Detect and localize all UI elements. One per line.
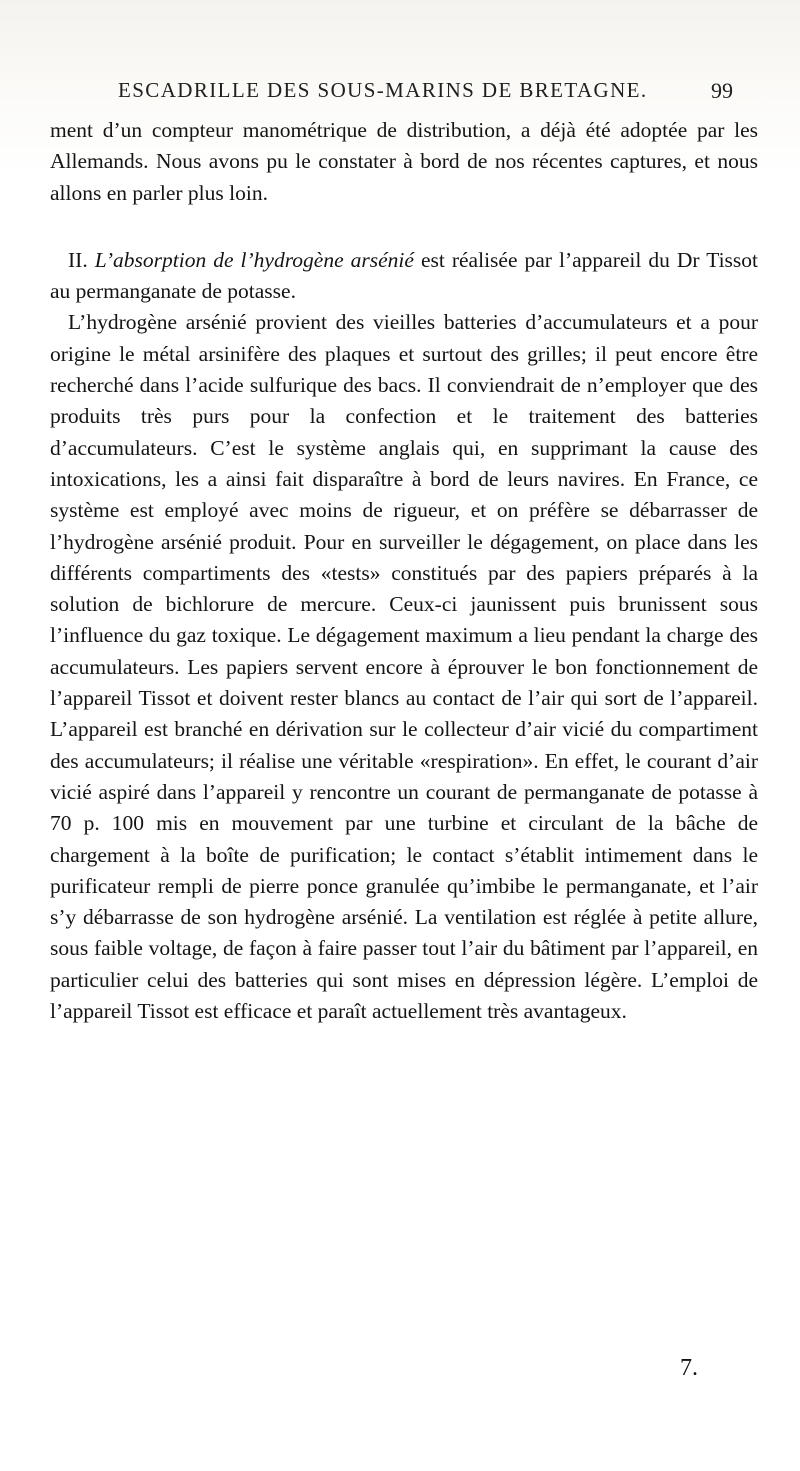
main-paragraph: L’hydrogène arsénié provient des vieilles batteries d’accumulateurs et a pour origine le métal arsinifère des plaques et surtout des grilles; il peut encore être recherché dans l’acide sulfurique des bacs. Il conviendrait de n’employer que des produits très purs pour la confection et le traitement des batteries d’accumulateurs. C’est le système anglais qui, en supprimant la cause des intoxications, les a ainsi fait disparaître à bord de leurs navires. En France, ce système est employé avec moins de rigueur, et on préfère se débarrasser de l’hydrogène arsénié produit. Pour en surveiller le dégagement, on place dans les différents compartiments des «tests» constitués par des papiers préparés à la solution de bichlorure de mercure. Ceux-ci jaunissent puis brunissent sous l’influence du gaz toxique. Le dégagement maximum a lieu pendant la charge des accumulateurs. Les papiers servent encore à éprouver le bon fonctionnement de l’appareil Tissot et doivent rester blancs au contact de l’air qui sort de l’appareil. L’appareil est branché en dérivation sur le collecteur d’air vicié du compartiment des accumulateurs; il réalise une véritable «respiration». En effet, le courant d’air vicié aspiré dans l’appareil y rencontre un courant de permanganate de potasse à 70 p. 100 mis en mouvement par une turbine et circulant de la bâche de chargement à la boîte de purification; le contact s’établit intimement dans le purificateur rempli de pierre ponce granulée qu’imbibe le permanganate, et l’air s’y débarrasse de son hydrogène arsénié. La ventilation est réglée à petite allure, sous faible voltage, de façon à faire passer tout l’air du bâtiment par l’appareil, en particulier celui des batteries qui sont mises en dépression légère. L’emploi de l’appareil Tissot est efficace et paraît actuellement très avantageux.: [50, 310, 758, 1024]
continuation-paragraph: ment d’un compteur manométrique de distribution, a déjà été adoptée par les Allemands. Nous avons pu le constater à bord de nos récentes captures, et nous allons en parler plus loin.: [50, 118, 758, 205]
page-number: 99: [711, 78, 733, 103]
body-text: [50, 115, 758, 1027]
section-intro: est réalisée par l’appareil du Dr Tissot au permanganate de potasse.: [50, 247, 758, 304]
section-title: L’absorption de l’hydrogène arsénié: [94, 247, 414, 272]
section-number: II.: [68, 247, 88, 272]
page-signature: 7.: [680, 1355, 698, 1381]
running-head: [118, 78, 733, 108]
section-paragraph: [50, 245, 758, 308]
running-title: ESCADRILLE DES SOUS-MARINS DE BRETAGNE.: [118, 78, 648, 102]
